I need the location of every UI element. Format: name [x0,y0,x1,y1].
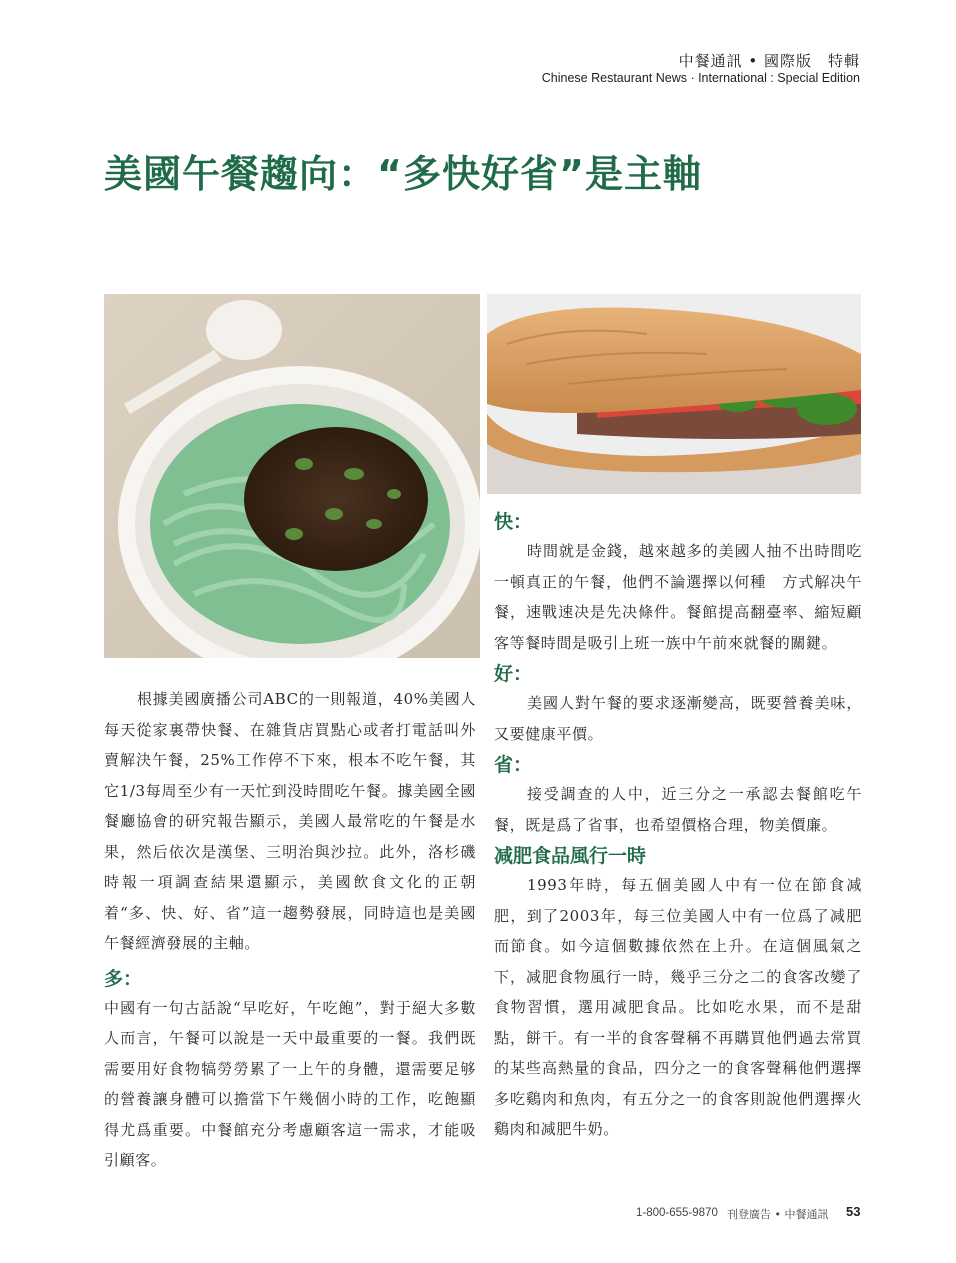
sandwich-photo [487,294,861,494]
duo-paragraph: 中國有一句古話說“早吃好，午吃飽”，對于絕大多數人而言，午餐可以說是一天中最重要的一餐。我們既需要用好食物犒勞勞累了一上午的身體，還需要足够的營養讓身體可以擔當下午幾個小時的工作，吃飽顯得尤爲重要。中餐館充分考慮顧客這一需求，才能吸引顧客。 [104,998,476,1169]
masthead-english: Chinese Restaurant News · International : Special Edition [541,71,860,85]
kuai-paragraph: 時間就是金錢，越來越多的美國人抽不出時間吃一頓真正的午餐，他們不論選擇以何種 方式解决午餐，速戰速决是先决條件。餐館提高翻臺率、縮短顧客等餐時間是吸引上班一族中午前來就餐的關鍵。 [494,542,862,652]
page-number: 53 [846,1204,861,1219]
noodle-bowl-photo [104,294,480,658]
left-column [104,684,476,1176]
diet-paragraph: 1993年時，每五個美國人中有一位在節食减肥，到了2003年，每三位美國人中有一位爲了减肥而節食。如今這個數據依然在上升。在這個風氣之下，减肥食物風行一時，幾乎三分之二的食客改變了食物習慣，選用减肥食品。比如吃水果，而不是甜點，餅干。有一半的食客聲稱不再購買他們過去常買的某些高熱量的食品，四分之一的食客聲稱他們選擇多吃鷄肉和魚肉，有五分之一的食客則說他們選擇火鷄肉和减肥牛奶。 [494,876,862,1138]
heading-diet: 减肥食品風行一時 [494,845,647,867]
intro-paragraph: 根據美國廣播公司ABC的一則報道，40%美國人每天從家裏帶快餐、在雜貨店買點心或者打電話叫外賣解決午餐，25%工作停不下來，根本不吃午餐，其它1/3每周至少有一天忙到没時間吃午餐。據美國全國餐廳協會的研究報告顯示，美國人最常吃的午餐是水果，然后依次是漢堡、三明治與沙拉。此外，洛杉磯時報一項調查結果還顯示，美國飲食文化的正朝着“多、快、好、省”這一趨勢發展，同時這也是美國午餐經濟發展的主軸。 [104,690,476,952]
heading-kuai: 快： [494,511,533,533]
footer-phone: 1-800-655-9870 [636,1207,718,1219]
hao-paragraph: 美國人對午餐的要求逐漸變高，既要營養美味，又要健康平價。 [494,694,862,743]
article-title: 美國午餐趨向：“多快好省”是主軸 [104,152,702,196]
heading-duo: 多： [104,967,143,990]
footer-label: 刊登廣告 • 中餐通訊 [727,1208,829,1221]
right-column [494,508,862,1145]
masthead-chinese: 中餐通訊 • 國際版 特輯 [678,52,860,70]
heading-sheng: 省： [494,754,533,776]
sheng-paragraph: 接受調查的人中，近三分之一承認去餐館吃午餐，既是爲了省事，也希望價格合理，物美價廉。 [494,785,862,834]
heading-hao: 好： [494,663,533,685]
